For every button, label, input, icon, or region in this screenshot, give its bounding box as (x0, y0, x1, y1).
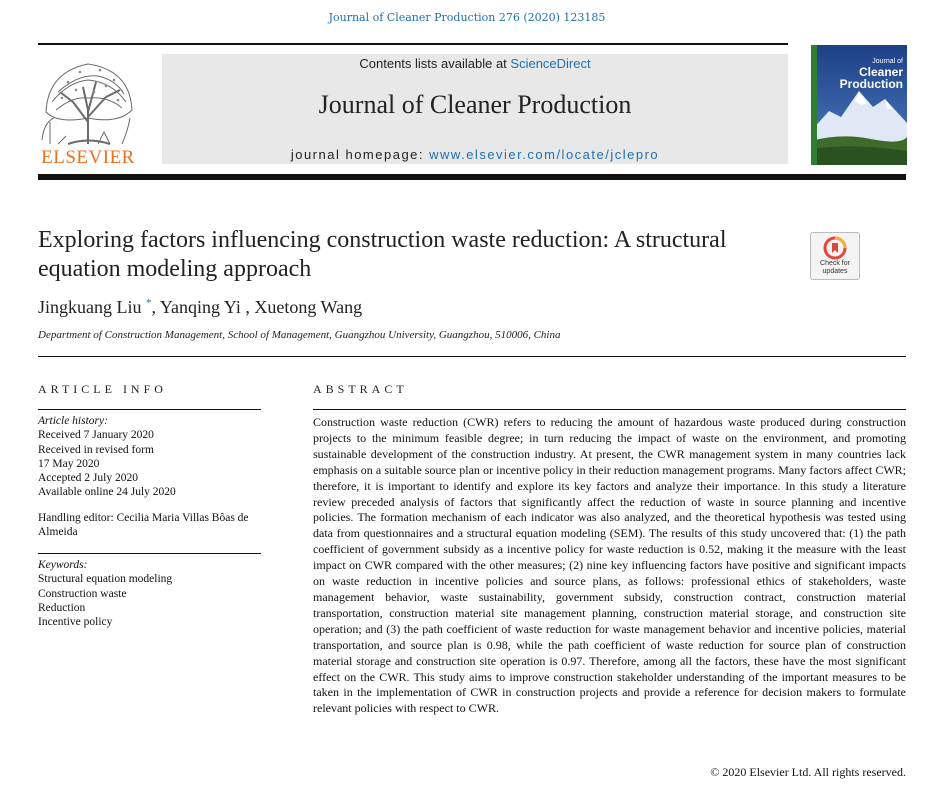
cover-title-line2: Production (839, 77, 903, 91)
article-info-rule (38, 409, 261, 410)
elsevier-wordmark: ELSEVIER (41, 147, 135, 168)
citation-link[interactable]: Journal of Cleaner Production 276 (2020) 123185 (328, 11, 606, 24)
article-title: Exploring factors influencing construction waste reduction: A structural equation modeling approach (38, 227, 727, 282)
author-list (38, 297, 362, 318)
article-history-label: Article history: (38, 415, 108, 427)
abstract-heading: ABSTRACT (313, 382, 408, 396)
journal-name: Journal of Cleaner Production (318, 90, 632, 119)
cover-title-line1: Cleaner (858, 65, 903, 79)
author-name[interactable]: Xuetong Wang (254, 297, 363, 317)
handling-editor: Handling editor: Cecilia Maria Villas Bôas de Almeida (38, 512, 249, 539)
header-thick-rule (38, 174, 906, 180)
homepage-prefix: journal homepage: (290, 147, 430, 162)
author-name[interactable]: Jingkuang Liu (38, 297, 142, 317)
homepage-link[interactable]: www.elsevier.com/locate/jclepro (429, 147, 660, 162)
history-entry: Available online 24 July 2020 (38, 486, 176, 499)
abstract-body: Construction waste reduction (CWR) refers to reducing the amount of hazardous waste produced during construction projects to the minimum feasible degree; in turn reducing the impact of waste on the environment, and promoting sustainable development of the construction industry. At present, the CWR management system in many countries lack emphasis on a suitable source plan or incentive policy in their reduction management programs. Many factors affect CWR; therefore, it is important to identify and explore its key factors and analyze their importance. In this study a literature review preceded analysis of factors that significantly affect the reduction of waste in source planning and incentive policies. The formation mechanism of each indicator was also analyzed, and the theoretical hypothesis was tested using data from questionnaires and a structural equation modeling (SEM). The results of this study uncovered that: (1) the path coefficient of government subsidy as a incentive policy for waste reduction is 0.52, making it the measure with the least impact on CWR compared with the other measures; (2) nine key influencing factors have positive and significant impacts on waste reduction in incentive policies and source plans, as follows: professional ethics of stakeholders, waste management behavior, waste sustainability, government subsidy, construction contract, construction material transportation, construction material site management planning, construction material storage, and construction site operation; and (3) the path coefficient of waste reduction for waste management behavior and incentive policies, material transportation, and source plan is 0.98, while the path coefficient of waste reduction for source plan of construction material storage and construction site operation is 0.97. Therefore, among all the factors, these have the most significant effect on the CWR. This study aims to improve construction stakeholder understanding of the important measures to be taken in the implementation of CWR in construction projects and provide a reference for decision makers to formulate relevant policies with respect to CWR. (313, 415, 906, 716)
keywords-rule (38, 553, 261, 554)
corresponding-author-mark[interactable]: * (146, 297, 152, 309)
journal-homepage (162, 147, 788, 162)
check-updates-icon (823, 236, 847, 260)
journal-masthead (162, 54, 788, 164)
keyword: Incentive policy (38, 616, 113, 629)
article-info-heading: ARTICLE INFO (38, 382, 167, 396)
history-entry: Received in revised form (38, 443, 154, 456)
journal-cover-image[interactable] (811, 45, 907, 165)
check-updates-line1: Check for (820, 260, 850, 267)
cover-title (811, 57, 903, 90)
keyword: Construction waste (38, 587, 127, 600)
history-entry: Received 7 January 2020 (38, 429, 154, 442)
section-divider (38, 356, 906, 357)
check-for-updates-button[interactable] (810, 232, 860, 280)
article-history (38, 414, 268, 500)
cover-small-text: Journal of (872, 58, 903, 65)
history-entry: 17 May 2020 (38, 457, 100, 470)
author-separator: , (245, 297, 255, 317)
keyword: Structural equation modeling (38, 573, 173, 586)
keyword: Reduction (38, 601, 86, 614)
keywords (38, 558, 268, 629)
header-rule (38, 43, 788, 45)
contents-line (162, 56, 788, 71)
check-updates-label (811, 260, 859, 276)
copyright-notice: © 2020 Elsevier Ltd. All rights reserved. (710, 765, 906, 779)
author-affiliation: Department of Construction Management, School of Management, Guangzhou University, Guangzhou, 510006, China (38, 329, 561, 341)
author-separator: , (151, 297, 160, 317)
history-entry: Accepted 2 July 2020 (38, 472, 138, 485)
sciencedirect-link[interactable]: ScienceDirect (510, 56, 591, 71)
abstract-rule (313, 409, 906, 410)
check-updates-line2: updates (822, 268, 848, 275)
keywords-label: Keywords: (38, 559, 88, 571)
contents-prefix: Contents lists available at (359, 56, 511, 71)
author-name[interactable]: Yanqing Yi (159, 297, 241, 317)
